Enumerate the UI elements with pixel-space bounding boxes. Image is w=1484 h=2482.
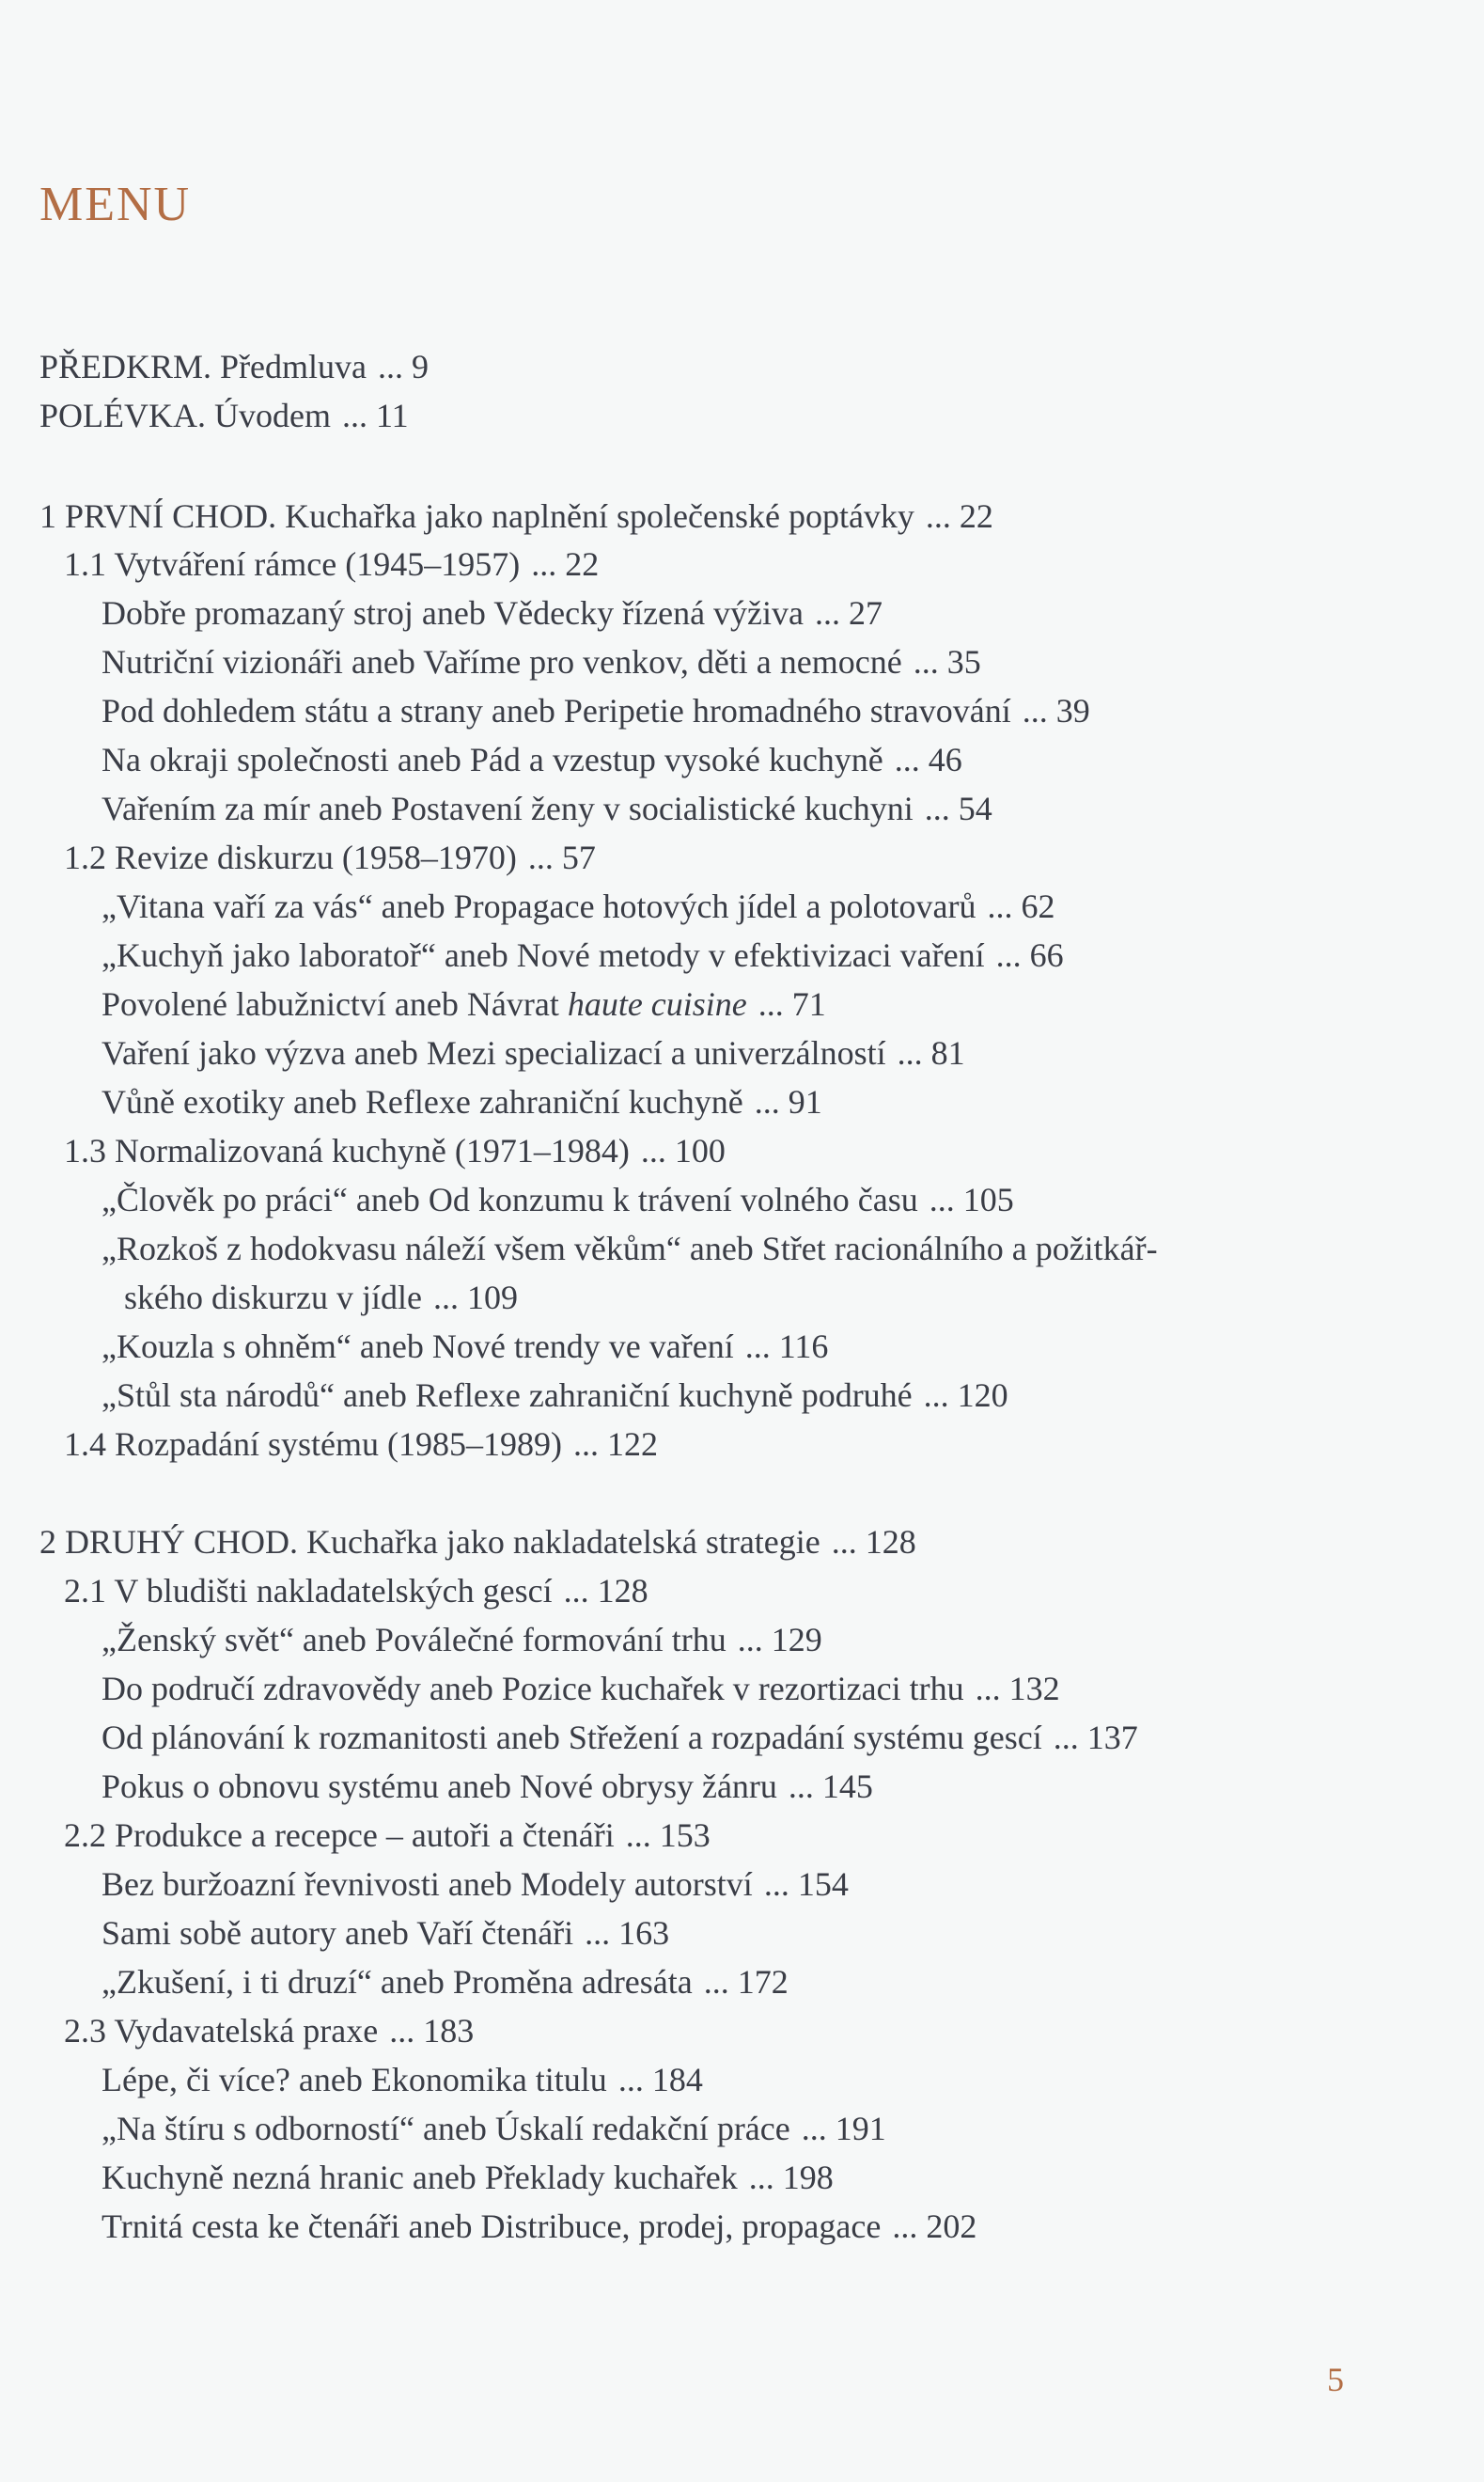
- toc-entry: Vaření jako výzva aneb Mezi specializací a univerzálností ... 81: [102, 1034, 965, 1072]
- toc-section: 2.2 Produkce a recepce – autoři a čtenáři ... 153: [64, 1816, 711, 1854]
- toc-entry: Nutriční vizionáři aneb Vaříme pro venkov, děti a nemocné ... 35: [102, 643, 981, 681]
- toc-entry: „Kuchyň jako laboratoř“ aneb Nové metody v efektivizaci vaření ... 66: [102, 936, 1064, 974]
- toc-entry: Trnitá cesta ke čtenáři aneb Distribuce, prodej, propagace ... 202: [102, 2207, 977, 2245]
- toc-entry: „Na štíru s odborností“ aneb Úskalí redakční práce ... 191: [102, 2110, 886, 2147]
- toc-section: 2.3 Vydavatelská praxe ... 183: [64, 2012, 475, 2050]
- toc-entry: POLÉVKA. Úvodem ... 11: [39, 397, 409, 434]
- toc-entry: Na okraji společnosti aneb Pád a vzestup vysoké kuchyně ... 46: [102, 741, 962, 778]
- toc-entry: Lépe, či více? aneb Ekonomika titulu ... 184: [102, 2061, 703, 2098]
- toc-entry: Do područí zdravovědy aneb Pozice kuchařek v rezortizaci trhu ... 132: [102, 1670, 1060, 1707]
- toc-entry: Vůně exotiky aneb Reflexe zahraniční kuchyně ... 91: [102, 1083, 822, 1121]
- toc-entry: „Stůl sta národů“ aneb Reflexe zahraniční kuchyně podruhé ... 120: [102, 1376, 1008, 1414]
- toc-chapter: 2 DRUHÝ CHOD. Kuchařka jako nakladatelská strategie ... 128: [39, 1523, 916, 1561]
- toc-entry: „Kouzla s ohněm“ aneb Nové trendy ve vaření ... 116: [102, 1327, 829, 1365]
- toc-entry: Pod dohledem státu a strany aneb Peripetie hromadného stravování ... 39: [102, 692, 1090, 730]
- toc-entry: „Ženský svět“ aneb Poválečné formování trhu ... 129: [102, 1621, 822, 1658]
- toc-entry: Sami sobě autory aneb Vaří čtenáři ... 163: [102, 1914, 670, 1952]
- toc-entry: Povolené labužnictví aneb Návrat haute cuisine ... 71: [102, 985, 826, 1023]
- toc-entry: „Zkušení, i ti druzí“ aneb Proměna adresáta ... 172: [102, 1963, 789, 2001]
- toc-entry: „Vitana vaří za vás“ aneb Propagace hotových jídel a polotovarů ... 62: [102, 888, 1055, 925]
- toc-chapter: 1 PRVNÍ CHOD. Kuchařka jako naplnění společenské poptávky ... 22: [39, 497, 993, 535]
- toc-entry: Od plánování k rozmanitosti aneb Střežení a rozpadání systému gescí ... 137: [102, 1719, 1138, 1756]
- toc-entry: Pokus o obnovu systému aneb Nové obrysy žánru ... 145: [102, 1767, 873, 1805]
- toc-section: 1.2 Revize diskurzu (1958–1970) ... 57: [64, 839, 596, 876]
- toc-entry-continuation: ského diskurzu v jídle ... 109: [124, 1279, 518, 1316]
- toc-entry: Kuchyně nezná hranic aneb Překlady kuchařek ... 198: [102, 2159, 834, 2196]
- toc-section: 1.3 Normalizovaná kuchyně (1971–1984) ... 100: [64, 1132, 726, 1170]
- toc-entry: Vařením za mír aneb Postavení ženy v socialistické kuchyni ... 54: [102, 790, 992, 827]
- page-number: 5: [1327, 2361, 1344, 2398]
- page-title: MENU: [39, 178, 192, 231]
- toc-section: 1.4 Rozpadání systému (1985–1989) ... 122: [64, 1425, 658, 1463]
- toc-entry: PŘEDKRM. Předmluva ... 9: [39, 348, 430, 385]
- toc-section: 2.1 V bludišti nakladatelských gescí ... 128: [64, 1572, 648, 1610]
- toc-section: 1.1 Vytváření rámce (1945–1957) ... 22: [64, 545, 600, 583]
- toc-entry: „Člověk po práci“ aneb Od konzumu k trávení volného času ... 105: [102, 1181, 1014, 1218]
- toc-entry: Dobře promazaný stroj aneb Vědecky řízená výživa ... 27: [102, 594, 883, 632]
- toc-entry: Bez buržoazní řevnivosti aneb Modely autorství ... 154: [102, 1865, 849, 1903]
- toc-entry: „Rozkoš z hodokvasu náleží všem věkům“ aneb Střet racionálního a požitkář-: [102, 1230, 1158, 1267]
